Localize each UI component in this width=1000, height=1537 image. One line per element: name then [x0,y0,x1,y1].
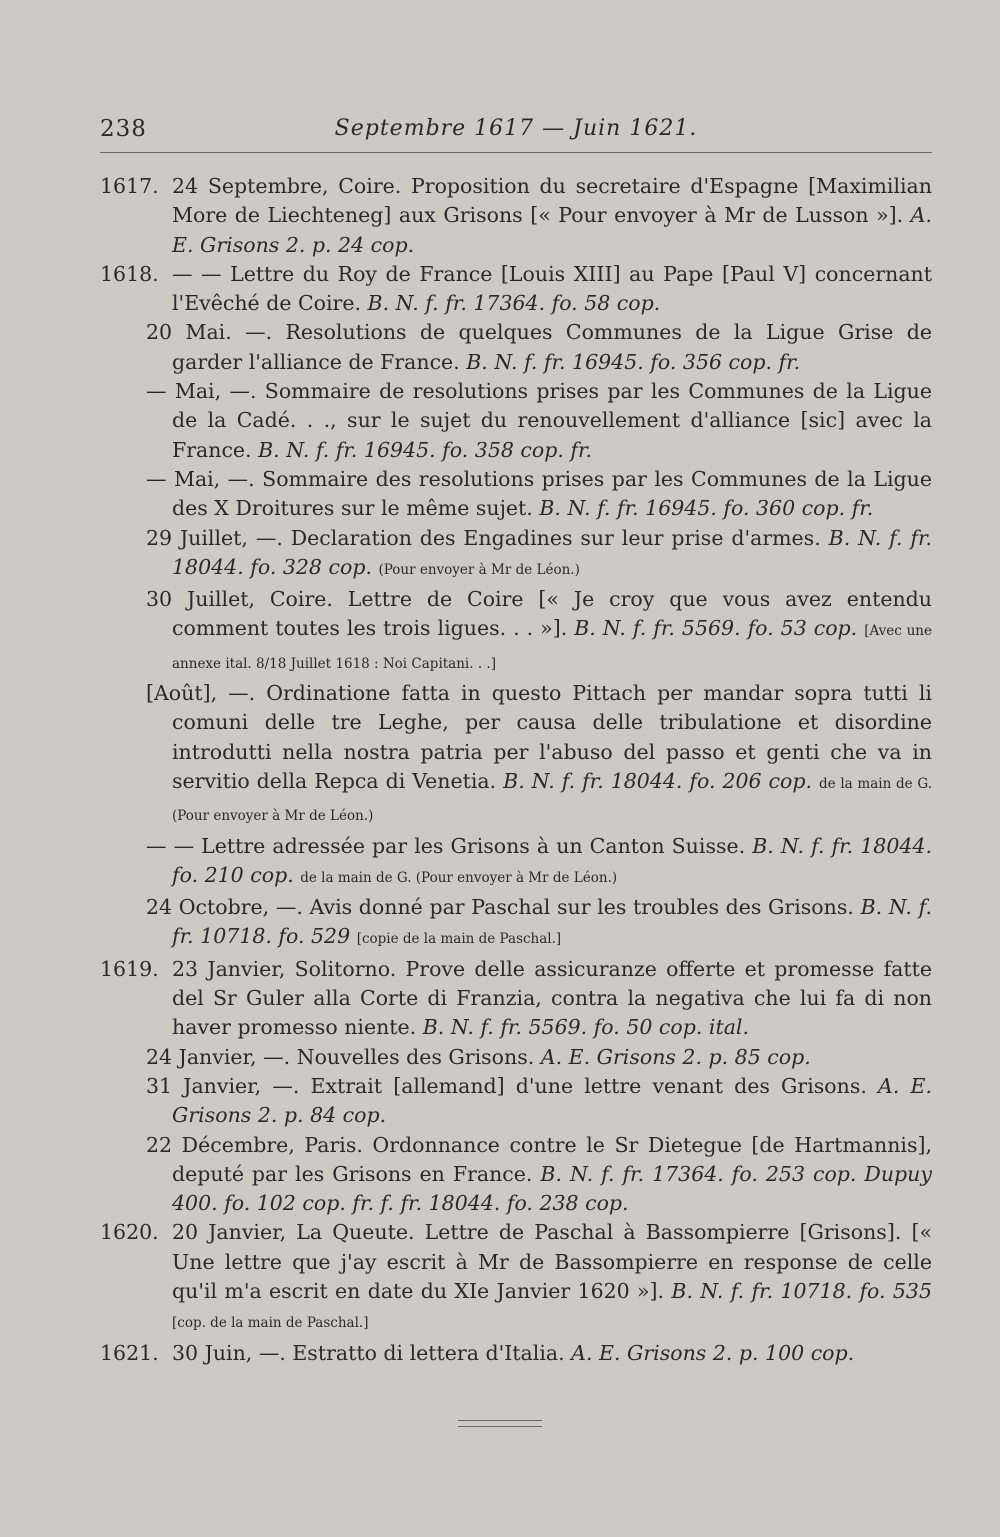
entry-note: de la main de G. (Pour envoyer à Mr de Léon.) [300,869,618,886]
entry-source: A. E. Grisons 2. p. 100 cop. [571,1340,855,1365]
entry-note: de la main de G. (Pour envoyer à Mr de Léon.) [172,775,932,825]
calendar-entry [100,377,932,465]
calendar-entry [100,832,932,894]
entry-text: — — Lettre adressée par les Grisons à un Canton Suisse. [146,833,746,858]
calendar-entry [100,1218,932,1338]
calendar-entry [100,585,932,679]
entry-text: 23 Janvier, Solitorno. Prove delle assicuranze offerte et promesse fatte del Sr Guler alla Corte di Franzia, contra la negativa che lui fa di non haver promesso niente. [172,956,932,1040]
entry-source: B. N. f. fr. 10718. fo. 529 [172,895,932,949]
calendar-entry [100,1072,932,1131]
header-rule [100,152,932,153]
entry-year: 1621. [100,1340,159,1365]
entry-text: 20 Janvier, La Queute. Lettre de Paschal à Bassompierre [Grisons]. [« Une lettre que j'ay escrit à Mr de Bassompierre en response de celle qu'il m'a escrit en date du XIe Janvier 1620 »]. [172,1220,932,1303]
calendar-entry [100,955,932,1043]
entry-source: B. N. f. fr. 18044. fo. 328 cop. [172,525,933,579]
entry-source: B. N. f. fr. 18044. fo. 210 cop. [172,833,932,887]
entry-text: [Août], —. Ordinatione fatta in questo Pittach per mandar sopra tutti li comuni delle tre Leghe, per causa delle tribulatione et disordine introdutti nella nostra patria per l'abuso del passo et genti che va in servitio della Repca di Venetia. [146,681,932,793]
entry-source: A. E. Grisons 2. p. 24 cop. [172,203,932,257]
entry-source: B. N. f. fr. 5569. fo. 53 cop. [574,616,858,641]
calendar-entry [100,679,932,831]
entry-text: 24 Septembre, Coire. Proposition du secretaire d'Espagne [Maximilian More de Liechteneg] aux Grisons [« Pour envoyer à Mr de Lusson »]. [172,174,932,228]
entry-source: B. N. f. fr. 10718. fo. 535 [671,1278,932,1303]
calendar-entries [100,172,932,1368]
entry-year: 1617. [100,174,159,198]
entry-source: B. N. f. fr. 16945. fo. 356 cop. fr. [466,349,801,374]
entry-source: B. N. f. fr. 16945. fo. 360 cop. fr. [539,496,874,521]
calendar-entry [100,1043,932,1072]
entry-note: [cop. de la main de Paschal.] [172,1315,369,1332]
entry-source: B. N. f. fr. 17364. fo. 58 cop. [367,291,661,316]
entry-year: 1619. [100,956,159,981]
running-title: Septembre 1617 — Juin 1621. [334,116,698,141]
entry-text: 30 Juin, —. Estratto di lettera d'Italia. [172,1340,565,1365]
entry-text: 24 Octobre, —. Avis donné par Paschal sur les troubles des Grisons. [146,895,854,920]
end-rule [458,1420,542,1427]
calendar-entry [100,172,932,260]
entry-note: [copie de la main de Paschal.] [356,931,562,948]
entry-year: 1618. [100,261,159,286]
entry-source: B. N. f. fr. 16945. fo. 358 cop. fr. [258,437,593,462]
calendar-entry [100,893,932,955]
entry-text: 20 Mai. —. Resolutions de quelques Communes de la Ligue Grise de garder l'alliance de France. [146,320,932,374]
entry-source: A. E. Grisons 2. p. 84 cop. [172,1073,932,1128]
calendar-entry [100,1339,932,1368]
entry-source: B. N. f. fr. 17364. fo. 253 cop. Dupuy 400. fo. 102 cop. fr. f. fr. 18044. fo. 238 cop. [172,1161,932,1216]
entry-note: [Avec une annexe ital. 8/18 Juillet 1618 : Noi Capitani. . .] [172,623,932,672]
entry-source: A. E. Grisons 2. p. 85 cop. [540,1044,811,1069]
entry-source: B. N. f. fr. 18044. fo. 206 cop. [503,768,812,793]
entry-text: — Mai, —. Sommaire des resolutions prises par les Communes de la Ligue des X Droitures sur le même sujet. [146,466,932,521]
calendar-entry [100,465,932,524]
calendar-entry [100,1131,932,1219]
entry-note: (Pour envoyer à Mr de Léon.) [378,561,580,578]
entry-source: B. N. f. fr. 5569. fo. 50 cop. ital. [422,1015,749,1040]
entry-text: 24 Janvier, —. Nouvelles des Grisons. [146,1044,535,1069]
entry-text: — Mai, —. Sommaire de resolutions prises par les Communes de la Ligue de la Cadé. . ., sur le sujet du renouvellement d'alliance [sic] avec la France. [146,379,932,462]
calendar-entry [100,524,932,586]
page-number: 238 [100,116,147,142]
entry-text: 29 Juillet, —. Declaration des Engadines sur leur prise d'armes. [146,525,821,550]
entry-text: 30 Juillet, Coire. Lettre de Coire [« Je croy que vous avez entendu comment toutes les trois ligues. . . »]. [146,587,932,641]
entry-text: 31 Janvier, —. Extrait [allemand] d'une lettre venant des Grisons. [146,1073,867,1098]
calendar-entry [100,318,932,377]
entry-text: 22 Décembre, Paris. Ordonnance contre le Sr Dietegue [de Hartmannis], deputé par les Grisons en France. [146,1132,932,1186]
entry-text: — — Lettre du Roy de France [Louis XIII] au Pape [Paul V] concernant l'Evêché de Coire. [172,261,932,316]
entry-year: 1620. [100,1220,159,1245]
page-header [100,116,932,152]
calendar-entry [100,260,932,319]
